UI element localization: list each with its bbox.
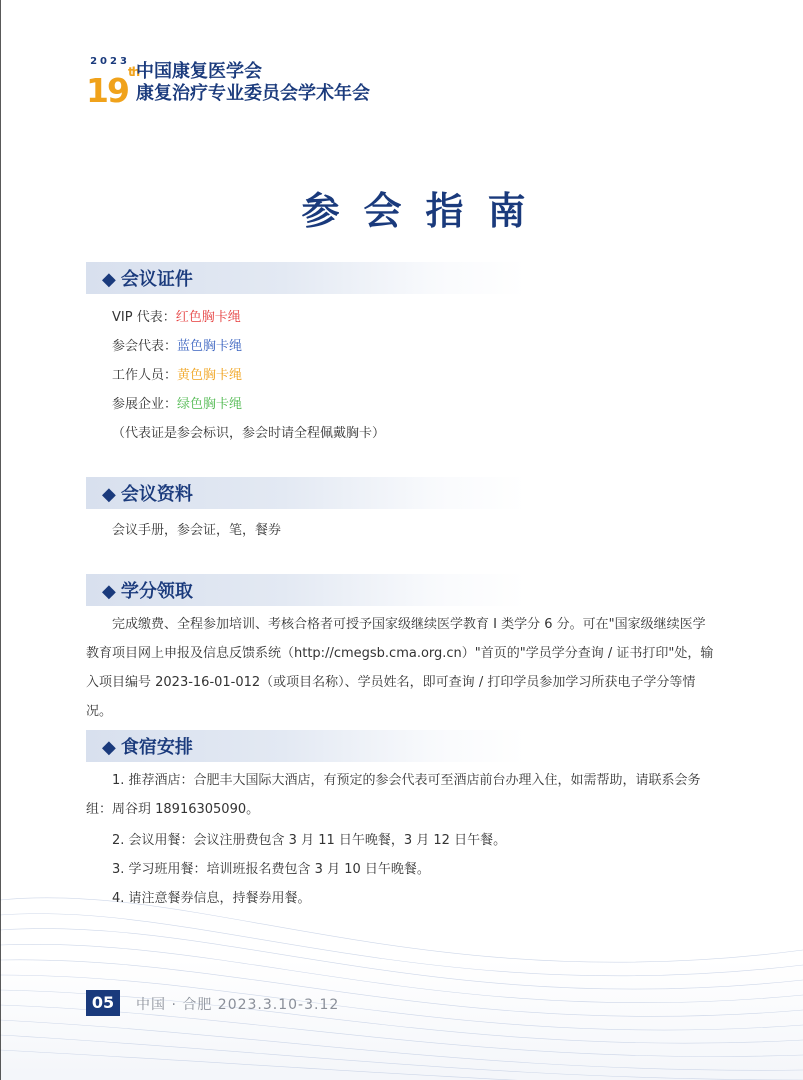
section-heading: 学分领取 bbox=[120, 581, 193, 602]
diamond-icon: ◆ bbox=[102, 737, 116, 758]
diamond-icon: ◆ bbox=[102, 269, 116, 290]
section-header-lodging bbox=[86, 730, 526, 762]
credits-text: 完成缴费、全程参加培训、考核合格者可授予国家级继续医学教育 I 类学分 6 分。可在"国家级继续医学教育项目网上申报及信息反馈系统（http://cmegsb.cma.org.cn）"首页的"学员学分查询 / 证书打印"处，输入项目编号 2023-16-01-012（或项目名称）、学员姓名，即可查询 / 打印学员参加学习所获电子学分等情况。 bbox=[86, 617, 714, 719]
lodging-item: 2. 会议用餐：会议注册费包含 3 月 11 日午晚餐，3 月 12 日午餐。 bbox=[112, 833, 507, 848]
credential-item: 参会代表：蓝色胸卡绳 bbox=[112, 339, 243, 354]
location-date: 中国 · 合肥 2023.3.10-3.12 bbox=[136, 997, 340, 1013]
section-heading: 会议证件 bbox=[120, 269, 193, 290]
section-header-credentials bbox=[86, 262, 526, 294]
diamond-icon: ◆ bbox=[102, 484, 116, 505]
section-heading: 食宿安排 bbox=[120, 737, 193, 758]
materials-text: 会议手册，参会证，笔，餐券 bbox=[112, 523, 282, 538]
organization-name bbox=[136, 61, 370, 105]
lodging-item: 4. 请注意餐券信息，持餐券用餐。 bbox=[112, 891, 311, 906]
lodging-item: 1. 推荐酒店：合肥丰大国际大酒店，有预定的参会代表可至酒店前台办理入住，如需帮助，请联系会务组：周谷玥 18916305090。 bbox=[86, 773, 701, 817]
section-header-materials bbox=[86, 477, 526, 509]
section-heading: 会议资料 bbox=[120, 484, 193, 505]
credential-item: 参展企业：绿色胸卡绳 bbox=[112, 397, 243, 412]
page-number: 05 bbox=[86, 990, 120, 1016]
credential-item: 工作人员：黄色胸卡绳 bbox=[112, 368, 243, 383]
org-line-1: 中国康复医学会 bbox=[136, 61, 262, 82]
credential-item: VIP 代表：红色胸卡绳 bbox=[112, 310, 241, 325]
diamond-icon: ◆ bbox=[102, 581, 116, 602]
logo-number: 19th bbox=[86, 65, 139, 110]
conference-logo bbox=[86, 56, 139, 110]
lodging-item: 3. 学习班用餐：培训班报名费包含 3 月 10 日午晚餐。 bbox=[112, 862, 430, 877]
section-header-credits bbox=[86, 574, 526, 606]
logo-year: 2023 bbox=[90, 56, 130, 67]
page-title: 参会指南 bbox=[301, 188, 550, 233]
logo-suffix: th bbox=[127, 65, 139, 79]
credential-note: （代表证是参会标识，参会时请全程佩戴胸卡） bbox=[112, 426, 386, 441]
org-line-2: 康复治疗专业委员会学术年会 bbox=[136, 83, 370, 104]
